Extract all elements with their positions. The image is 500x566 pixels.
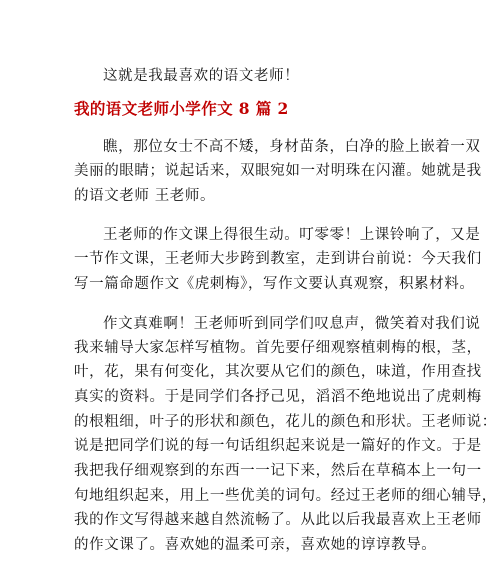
text-line: 一节作文课，王老师大步跨到教室，走到讲台前说：今天我们 [74,251,482,267]
text-line: 我的作文写得越来越自然流畅了。从此以后我最喜欢上王老师 [74,512,482,528]
text-line: 王老师的作文课上得很生动。叮零零！上课铃响了，又是 [103,227,481,243]
text-line: 我把我仔细观察到的东西一一记下来，然后在草稿本上一句一 [74,463,482,479]
text-line: 真实的资料。于是同学们各抒己见，滔滔不绝地说出了虎刺梅 [74,389,482,405]
text-line: 的作文课了。喜欢她的温柔可亲，喜欢她的谆谆教导。 [74,537,437,553]
text-line: 句地组织起来，用上一些优美的词句。经过王老师的细心辅导， [74,488,497,504]
text-line: 瞧，那位女士不高不矮，身材苗条，白净的脸上嵌着一双 [103,139,481,155]
text-line: 写一篇命题作文《虎刺梅》，写作文要认真观察，积累材料。 [74,276,475,292]
text-line: 这就是我最喜欢的语文老师！ [103,68,300,84]
text-line: 我来辅导大家怎样写植物。首先要仔细观察植刺梅的根，茎， [74,340,482,356]
text-line: 的根粗细，叶子的形状和颜色，花儿的颜色和形状。王老师说： [74,414,497,430]
text-line: 说是把同学们说的每一句话组织起来说是一篇好的作文。于是 [74,438,482,454]
text-line: 叶，花，果有何变化，其次要从它们的颜色，味道，作用查找 [74,364,482,380]
section-heading: 我的语文老师小学作文 8 篇 2 [74,99,289,118]
text-line: 作文真难啊！王老师听到同学们叹息声，微笑着对我们说 [103,316,481,332]
text-line: 美丽的眼睛；说起话来，双眼宛如一对明珠在闪灌。她就是我 [74,163,482,179]
text-line: 的语文老师 王老师。 [74,188,216,204]
